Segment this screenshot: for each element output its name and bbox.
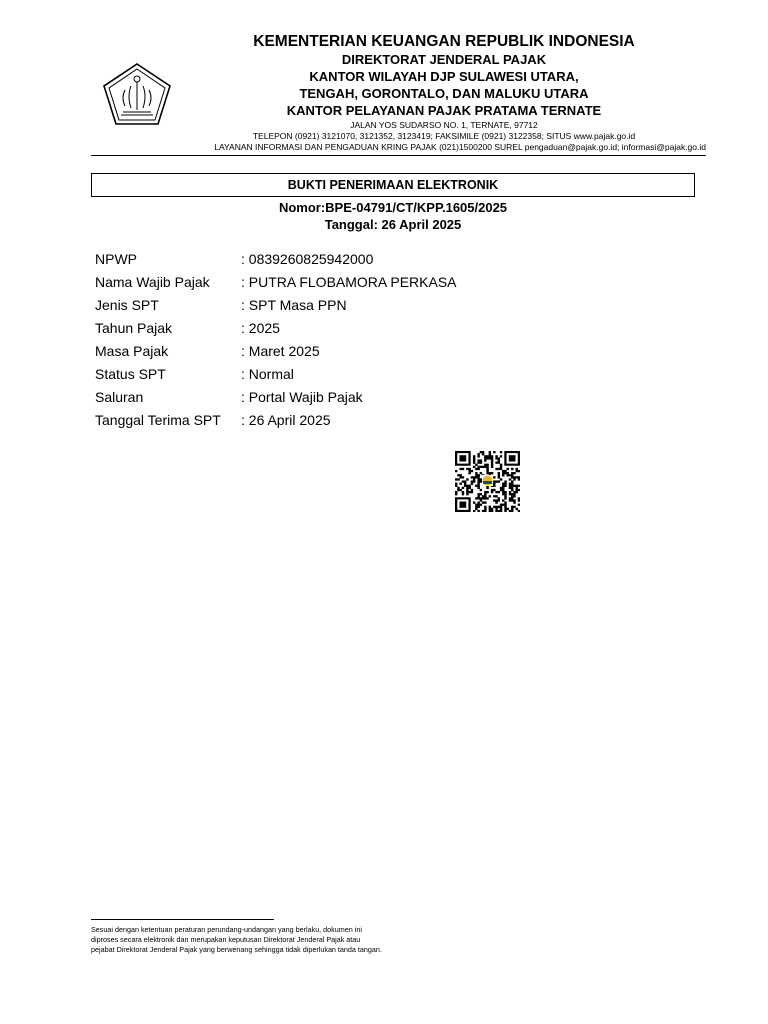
field-row bbox=[95, 364, 457, 387]
field-value: : 26 April 2025 bbox=[241, 412, 331, 428]
field-label: NPWP bbox=[95, 251, 137, 267]
field-label: Status SPT bbox=[95, 366, 166, 382]
field-value: : Maret 2025 bbox=[241, 343, 320, 359]
field-row bbox=[95, 272, 457, 295]
field-label: Saluran bbox=[95, 389, 144, 405]
field-value: : Normal bbox=[241, 366, 294, 382]
field-value: : SPT Masa PPN bbox=[241, 297, 347, 313]
office-service-info: LAYANAN INFORMASI DAN PENGADUAN KRING PAJAK (021)1500200 SUREL pengaduan@pajak.go.id; informasi@pajak.go.id bbox=[214, 142, 706, 152]
field-value: : PUTRA FLOBAMORA PERKASA bbox=[241, 274, 457, 290]
tax-office-name: KANTOR PELAYANAN PAJAK PRATAMA TERNATE bbox=[286, 103, 602, 118]
document-number: Nomor:BPE-04791/CT/KPP.1605/2025 bbox=[278, 200, 508, 215]
footnote-line: diproses secara elektronik dan merupakan keputusan Direktorat Jenderal Pajak atau bbox=[91, 935, 361, 944]
office-phone: TELEPON (0921) 3121070, 3121352, 3123419; FAKSIMILE (0921) 3122358; SITUS www.pajak.go.id bbox=[252, 131, 636, 141]
ministry-logo-icon bbox=[101, 62, 173, 126]
document-date: Tanggal: 26 April 2025 bbox=[324, 217, 462, 232]
header-divider bbox=[91, 155, 706, 156]
document-title: BUKTI PENERIMAAN ELEKTRONIK bbox=[91, 173, 695, 197]
office-address: JALAN YOS SUDARSO NO. 1, TERNATE, 97712 bbox=[350, 120, 538, 130]
field-value: : 2025 bbox=[241, 320, 280, 336]
field-row bbox=[95, 318, 457, 341]
regional-office-line-1: KANTOR WILAYAH DJP SULAWESI UTARA, bbox=[309, 69, 579, 84]
field-value: : Portal Wajib Pajak bbox=[241, 389, 363, 405]
ministry-name: KEMENTERIAN KEUANGAN REPUBLIK INDONESIA bbox=[253, 33, 635, 50]
field-row bbox=[95, 249, 457, 272]
qr-code-icon bbox=[455, 451, 520, 512]
field-row bbox=[95, 295, 457, 318]
field-row bbox=[95, 410, 457, 433]
footnote-line: pejabat Direktorat Jenderal Pajak yang berwenang sehingga tidak diperlukan tanda tangan. bbox=[91, 945, 382, 954]
document-number-block bbox=[91, 199, 695, 233]
field-list bbox=[95, 249, 457, 433]
footnote-line: Sesuai dengan ketentuan peraturan perundang-undangan yang berlaku, dokumen ini bbox=[91, 925, 362, 934]
field-label: Masa Pajak bbox=[95, 343, 169, 359]
field-label: Tahun Pajak bbox=[95, 320, 173, 336]
footnote-divider bbox=[91, 919, 274, 920]
field-label: Tanggal Terima SPT bbox=[95, 412, 221, 428]
footnote bbox=[91, 925, 431, 955]
regional-office-line-2: TENGAH, GORONTALO, DAN MALUKU UTARA bbox=[299, 86, 589, 101]
field-label: Nama Wajib Pajak bbox=[95, 274, 210, 290]
field-row bbox=[95, 387, 457, 410]
letterhead bbox=[180, 32, 708, 153]
field-value: : 0839260825942000 bbox=[241, 251, 374, 267]
field-row bbox=[95, 341, 457, 364]
directorate-name: DIREKTORAT JENDERAL PAJAK bbox=[341, 52, 547, 67]
field-label: Jenis SPT bbox=[95, 297, 159, 313]
